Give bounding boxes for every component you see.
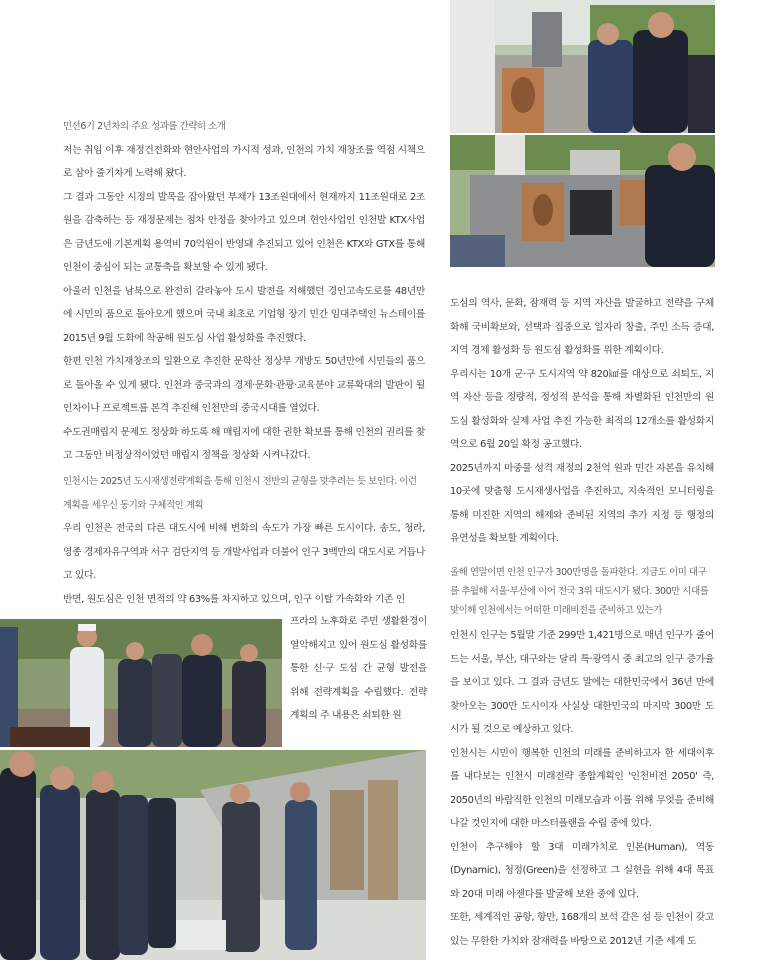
section2-wrap-text — [290, 610, 427, 728]
section3-paragraph-2: 인천시는 시민이 행복한 인천의 미래를 준비하고자 한 세대이후를 내다보는 인천시 미래전략 종합계획인 '인천비전 2050' 즉, 2050년의 바람직한 인천의 미래모습과 이를 위해 무엇을 준비해 나갈 것인지에 대한 마스터플랜을 수립 중에 있다. — [450, 747, 714, 829]
photo-memorial-wall-procession — [0, 750, 426, 960]
left-column-section2 — [63, 470, 425, 611]
section1-paragraph-5: 수도권매립지 문제도 정상화 하도록 해 매립지에 대한 권한 확보를 통해 인천의 권리를 찾고 그동안 비정상적이었던 매립지 정책을 정상화 시켜나갔다. — [63, 426, 425, 461]
photo-ceremony-speech-with-honor-guard — [0, 619, 282, 747]
photo-memorial-relief-inspection — [450, 0, 715, 133]
right-paragraph-2: 우리시는 10개 군·구 도시지역 약 820㎢를 대상으로 쇠퇴도, 지역 자산 등을 정량적, 정성적 분석을 통해 차별화된 인천만의 원도심 활성화와 실제 사업 추진 가능한 최적의 12개소를 활성화지역으로 6월 20일 확정 공고했다. — [450, 368, 714, 450]
section1-paragraph-3: 아울러 인천을 남북으로 완전히 갈라놓아 도시 발전을 저해했던 경인고속도로를 48년만에 시민의 품으로 돌아오게 했으며 국내 최초로 기업형 장기 민간 임대주택인 뉴스테이를 2015년 9월 도화에 착공해 원도심 사업 활성화를 추진했다. — [63, 285, 425, 344]
section2-wrap-paragraph: 프라의 노후화로 주민 생활환경이 열악해지고 있어 원도심 활성화를 통한 신·구 도심 간 균형 발전을 위해 전략계획을 수립했다. 전략계획의 주 내용은 쇠퇴한 원 — [290, 616, 427, 721]
section1-paragraph-4: 한편 인천 가치재창조의 일환으로 추진한 문학산 정상부 개방도 50년만에 시민들의 품으로 돌아올 수 있게 됐다. 인천과 중국과의 경제·문화·관광·교육분야 교류확대의 발판이 될 인차이나 프로젝트를 본격 추진해 인천만의 중국시대를 열었다. — [63, 356, 425, 414]
section1-subtitle: 민선6기 2년차의 주요 성과를 간략히 소개 — [63, 121, 226, 132]
section2-subtitle: 인천시는 2025년 도시재생전략계획을 통해 인천시 전반의 균형을 맞추려는 듯 보인다. 이런 계획을 세우신 동기와 구체적인 계획 — [63, 476, 417, 511]
photo-memorial-monument-visit — [450, 135, 715, 267]
right-paragraph-3: 2025년까지 마중물 성격 재정의 2천억 원과 민간 자본을 유치해 10곳에 맞춤형 도시재생사업을 추진하고, 지속적인 모니터링을 통해 미진한 지역의 해제와 준비된 지역의 추가 지정 등 행정의 유연성을 확보할 계획이다. — [450, 462, 714, 544]
section3-subtitle: 올해 연말이면 인천 인구가 300만명을 돌파한다. 지금도 이미 대구를 추월해 서울·부산에 이어 전국 3위 대도시가 됐다. 300만 시대를 맞이해 인천에서는 어떠한 미래비전을 준비하고 있는가 — [450, 567, 709, 616]
section3-paragraph-3: 인천이 추구해야 할 3대 미래가치로 인본(Human), 역동(Dynamic), 청정(Green)을 선정하고 그 실현을 위해 4대 목표와 20대 미래 아젠다를 발굴해 보완 중에 있다. — [450, 841, 714, 900]
section1-paragraph-1: 저는 취임 이후 재정건전화와 현안사업의 가시적 성과, 인천의 가치 재창조를 역점 시책으로 삼아 줄기차게 노력해 왔다. — [63, 144, 426, 179]
left-column-section1 — [63, 115, 425, 468]
section1-paragraph-2: 그 결과 그동안 시정의 발목을 잡아왔던 부채가 13조원대에서 현재까지 11조원대로 2조원을 감축하는 등 재정문제는 점차 안정을 찾아가고 있으며 현안사업인 인천발 KTX사업은 금년도에 기본계획 용역비 70억원이 반영돼 추진되고 있어 인천은 KTX와 GTX를 통해 인천이 중심이 되는 교통축을 확보할 수 있게 됐다. — [63, 191, 425, 273]
right-column-section3 — [450, 563, 714, 953]
section2-paragraph-1: 우리 인천은 전국의 다른 대도시에 비해 변화의 속도가 가장 빠른 도시이다. 송도, 청라, 영종 경제자유구역과 서구 검단지역 등 개발사업과 더불어 인구 3백만의 대도시로 거듭나고 있다. — [63, 523, 425, 581]
right-column-continuation — [450, 292, 714, 551]
section3-paragraph-4: 또한, 세계적인 공항, 항만, 168개의 보석 같은 섬 등 인천이 갖고 있는 무한한 가치와 잠재력을 바탕으로 2012년 기준 세계 도 — [450, 912, 714, 947]
section2-paragraph-2: 반면, 원도심은 인천 면적의 약 63%를 차지하고 있으며, 인구 이탈 가속화와 기존 인 — [63, 593, 405, 605]
section3-paragraph-1: 인천시 인구는 5월말 기준 299만 1,421명으로 매년 인구가 줄어드는 서울, 부산, 대구와는 달리 특·광역시 중 최고의 인구 증가율을 보이고 있다. 그 결과 금년도 말에는 대한민국에서 36년 만에 찾아오는 300만 도시이자 사실상 대한민국의 마지막 300만 도시가 될 것으로 예상하고 있다. — [450, 630, 714, 735]
right-paragraph-1: 도심의 역사, 문화, 잠재력 등 지역 자산을 발굴하고 전략을 구체화해 국비확보와, 선택과 집중으로 일자리 창출, 주민 소득 증대, 지역 경제 활성화 등 원도심 활성화를 위한 계획이다. — [450, 298, 714, 356]
